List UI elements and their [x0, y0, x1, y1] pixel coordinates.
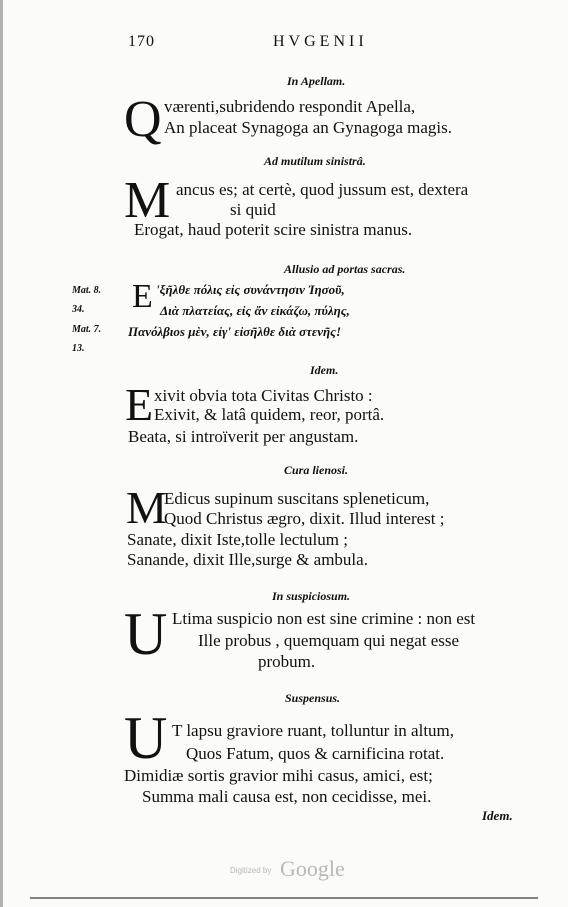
verse-line: si quid: [230, 200, 276, 219]
verse-line: Exivit, & latâ quidem, reor, portâ.: [154, 405, 385, 424]
section-heading: Cura lienosi.: [284, 463, 349, 477]
catchword: Idem.: [482, 808, 513, 823]
drop-cap: E: [125, 379, 154, 430]
section-heading: Suspensus.: [285, 691, 341, 705]
drop-cap: U: [124, 705, 168, 771]
page-edge-shadow: [0, 0, 3, 907]
page-number: 170: [128, 33, 155, 50]
greek-line: Διὰ πλατείας, εἰς ἄν εἰκάζω, πύλης,: [160, 303, 350, 318]
section-heading: In suspiciosum.: [272, 589, 351, 603]
verse-line: Quod Christus ægro, dixit. Illud interest ;: [164, 509, 445, 528]
verse-line: Sanande, dixit Ille,surge & ambula.: [127, 550, 368, 569]
drop-cap: E: [132, 278, 153, 315]
verse-line: Sanate, dixit Iste,tolle lectulum ;: [127, 530, 348, 549]
margin-note: Mat. 8.: [72, 285, 102, 296]
verse-line: Ille probus , quemquam qui negat esse: [198, 631, 460, 650]
verse-line: Erogat, haud poterit scire sinistra manus.: [134, 220, 413, 239]
margin-note: Mat. 7.: [72, 324, 102, 335]
section-heading: Ad mutilum sinistrâ.: [264, 154, 366, 168]
verse-line: Ltima suspicio non est sine crimine : non est: [172, 609, 476, 628]
greek-line: Πανόλβιοs μὲν, εἰγ' εἰσῆλθε διὰ στενῆς!: [128, 324, 342, 339]
verse-line: Beata, si introïverit per angustam.: [128, 427, 359, 446]
verse-line: ancus es; at certè, quod jussum est, dextera: [176, 180, 469, 199]
margin-note: 34.: [72, 304, 85, 315]
section-heading: In Apellam.: [287, 74, 346, 88]
bottom-rule: [30, 897, 538, 899]
drop-cap: M: [126, 482, 167, 533]
drop-cap: U: [124, 601, 168, 667]
verse-line: T lapsu graviore ruant, tolluntur in altum,: [172, 721, 455, 740]
greek-line: 'ξῆλθε πόλις εἰς συνάντησιν Ἰησοῦ,: [156, 282, 345, 297]
verse-line: probum.: [258, 652, 316, 671]
digitized-by-label: Digitized by: [230, 866, 272, 875]
drop-cap: Q: [124, 91, 162, 148]
drop-cap: M: [124, 172, 171, 229]
verse-line: Edicus supinum suscitans spleneticum,: [164, 489, 430, 508]
margin-note: 13.: [72, 343, 85, 354]
section-heading: Allusio ad portas sacras.: [284, 262, 406, 276]
verse-line: Dimidiæ sortis gravior mihi casus, amici, est;: [124, 766, 433, 785]
section-heading: Idem.: [310, 363, 339, 377]
verse-line: Quos Fatum, quos & carnificina rotat.: [186, 744, 445, 763]
verse-line: værenti,subridendo respondit Apella,: [164, 97, 416, 116]
verse-line: Summa mali causa est, non cecidisse, mei.: [142, 787, 432, 806]
running-title: HVGENII: [273, 33, 368, 50]
verse-line: An placeat Synagoga an Gynagoga magis.: [164, 118, 452, 137]
google-logo: Google: [280, 856, 345, 881]
verse-line: xivit obvia tota Civitas Christo :: [154, 386, 373, 405]
